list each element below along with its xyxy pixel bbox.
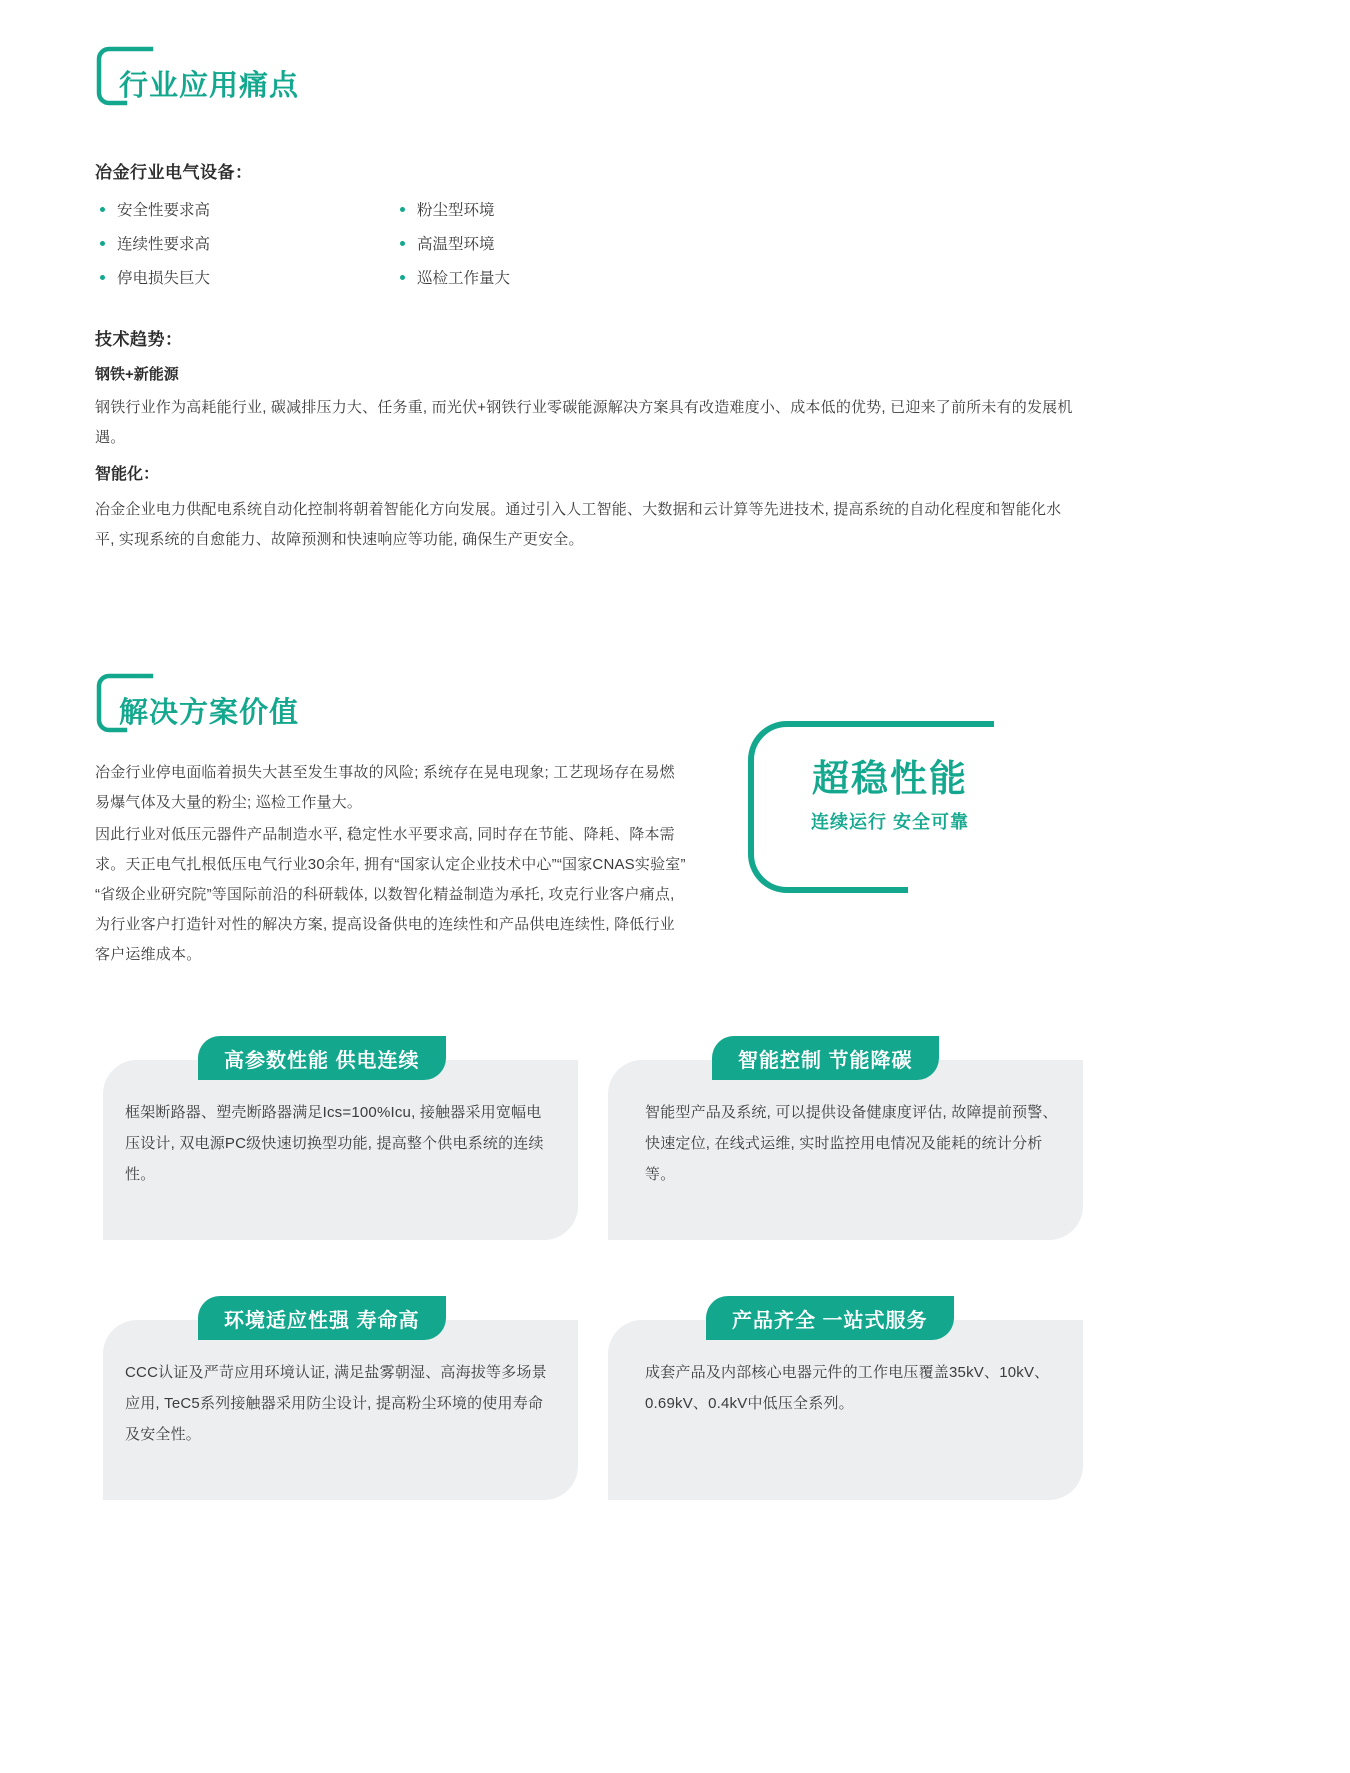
solution-paragraph-2: 因此行业对低压元器件产品制造水平, 稳定性水平要求高, 同时存在节能、降耗、降本需求。天正电气扎根低压电气行业30余年, 拥有“国家认定企业技术中心”“国家CNAS实验室”“省级企业研究院”等国际前沿的科研载体, 以数智化精益制造为承托, 攻克行业客户痛点, 为行业客户打造针对性的解决方案, 提高设备供电的连续性和产品供电连续性, 降低行业客户运维成本。 <box>95 826 686 963</box>
list-item-label: 连续性要求高 <box>117 236 211 253</box>
list-item <box>100 226 390 260</box>
bullet-dot-icon <box>400 241 405 246</box>
value-card-label: 高参数性能 供电连续 <box>198 1036 446 1080</box>
bullet-dot-icon <box>100 207 105 212</box>
stability-badge <box>745 718 995 896</box>
pain-points-left-list <box>100 192 390 294</box>
list-item <box>400 260 690 294</box>
value-card-text: 成套产品及内部核心电器元件的工作电压覆盖35kV、10kV、0.69kV、0.4kV中低压全系列。 <box>645 1364 1050 1412</box>
section-title: 解决方案价值 <box>119 697 300 729</box>
value-card-label: 环境适应性强 寿命高 <box>198 1296 446 1340</box>
value-card-text: 智能型产品及系统, 可以提供设备健康度评估, 故障提前预警、快速定位, 在线式运维, 实时监控用电情况及能耗的统计分析等。 <box>645 1104 1058 1183</box>
bullet-dot-icon <box>400 207 405 212</box>
section-title: 行业应用痛点 <box>119 70 300 102</box>
bracket-decoration-icon <box>95 672 157 734</box>
list-item-label: 高温型环境 <box>417 236 495 253</box>
value-card-label: 智能控制 节能降碳 <box>712 1036 939 1080</box>
section-heading-solution-value <box>95 672 299 734</box>
list-item <box>100 192 390 226</box>
trend-block-2-text: 冶金企业电力供配电系统自动化控制将朝着智能化方向发展。通过引入人工智能、大数据和云计算等先进技术, 提高系统的自动化程度和智能化水平, 实现系统的自愈能力、故障预测和快速响应等功能, 确保生产更安全。 <box>95 501 1062 548</box>
list-item <box>400 226 690 260</box>
badge-main-title: 超稳性能 <box>812 758 968 799</box>
value-card-label: 产品齐全 一站式服务 <box>706 1296 954 1340</box>
list-item <box>100 260 390 294</box>
bullet-dot-icon <box>400 275 405 280</box>
badge-text-group <box>785 756 995 834</box>
section-heading-pain-points <box>95 45 299 107</box>
solution-paragraph-1: 冶金行业停电面临着损失大甚至发生事故的风险; 系统存在晃电现象; 工艺现场存在易燃易爆气体及大量的粉尘; 巡检工作量大。 <box>95 764 675 811</box>
list-item-label: 巡检工作量大 <box>417 270 511 287</box>
list-item-label: 粉尘型环境 <box>417 202 495 219</box>
trend-block-1-label: 钢铁+新能源 <box>95 366 179 383</box>
list-item-label: 安全性要求高 <box>117 202 211 219</box>
bracket-decoration-icon <box>95 45 157 107</box>
list-item-label: 停电损失巨大 <box>117 270 211 287</box>
badge-subtitle: 连续运行 安全可靠 <box>810 812 969 832</box>
pain-points-right-list <box>400 192 690 294</box>
value-card-text: 框架断路器、塑壳断路器满足Ics=100%Icu, 接触器采用宽幅电压设计, 双电源PC级快速切换型功能, 提高整个供电系统的连续性。 <box>125 1104 544 1183</box>
trend-block-2-label: 智能化： <box>95 466 160 483</box>
trend-heading: 技术趋势： <box>95 330 183 349</box>
pain-points-heading: 冶金行业电气设备： <box>95 163 253 182</box>
bullet-dot-icon <box>100 241 105 246</box>
value-card-text: CCC认证及严苛应用环境认证, 满足盐雾朝湿、高海拔等多场景应用, TeC5系列接触器采用防尘设计, 提高粉尘环境的使用寿命及安全性。 <box>125 1364 547 1443</box>
list-item <box>400 192 690 226</box>
bullet-dot-icon <box>100 275 105 280</box>
trend-block-1-text: 钢铁行业作为高耗能行业, 碳减排压力大、任务重, 而光伏+钢铁行业零碳能源解决方案具有改造难度小、成本低的优势, 已迎来了前所未有的发展机遇。 <box>95 399 1073 446</box>
